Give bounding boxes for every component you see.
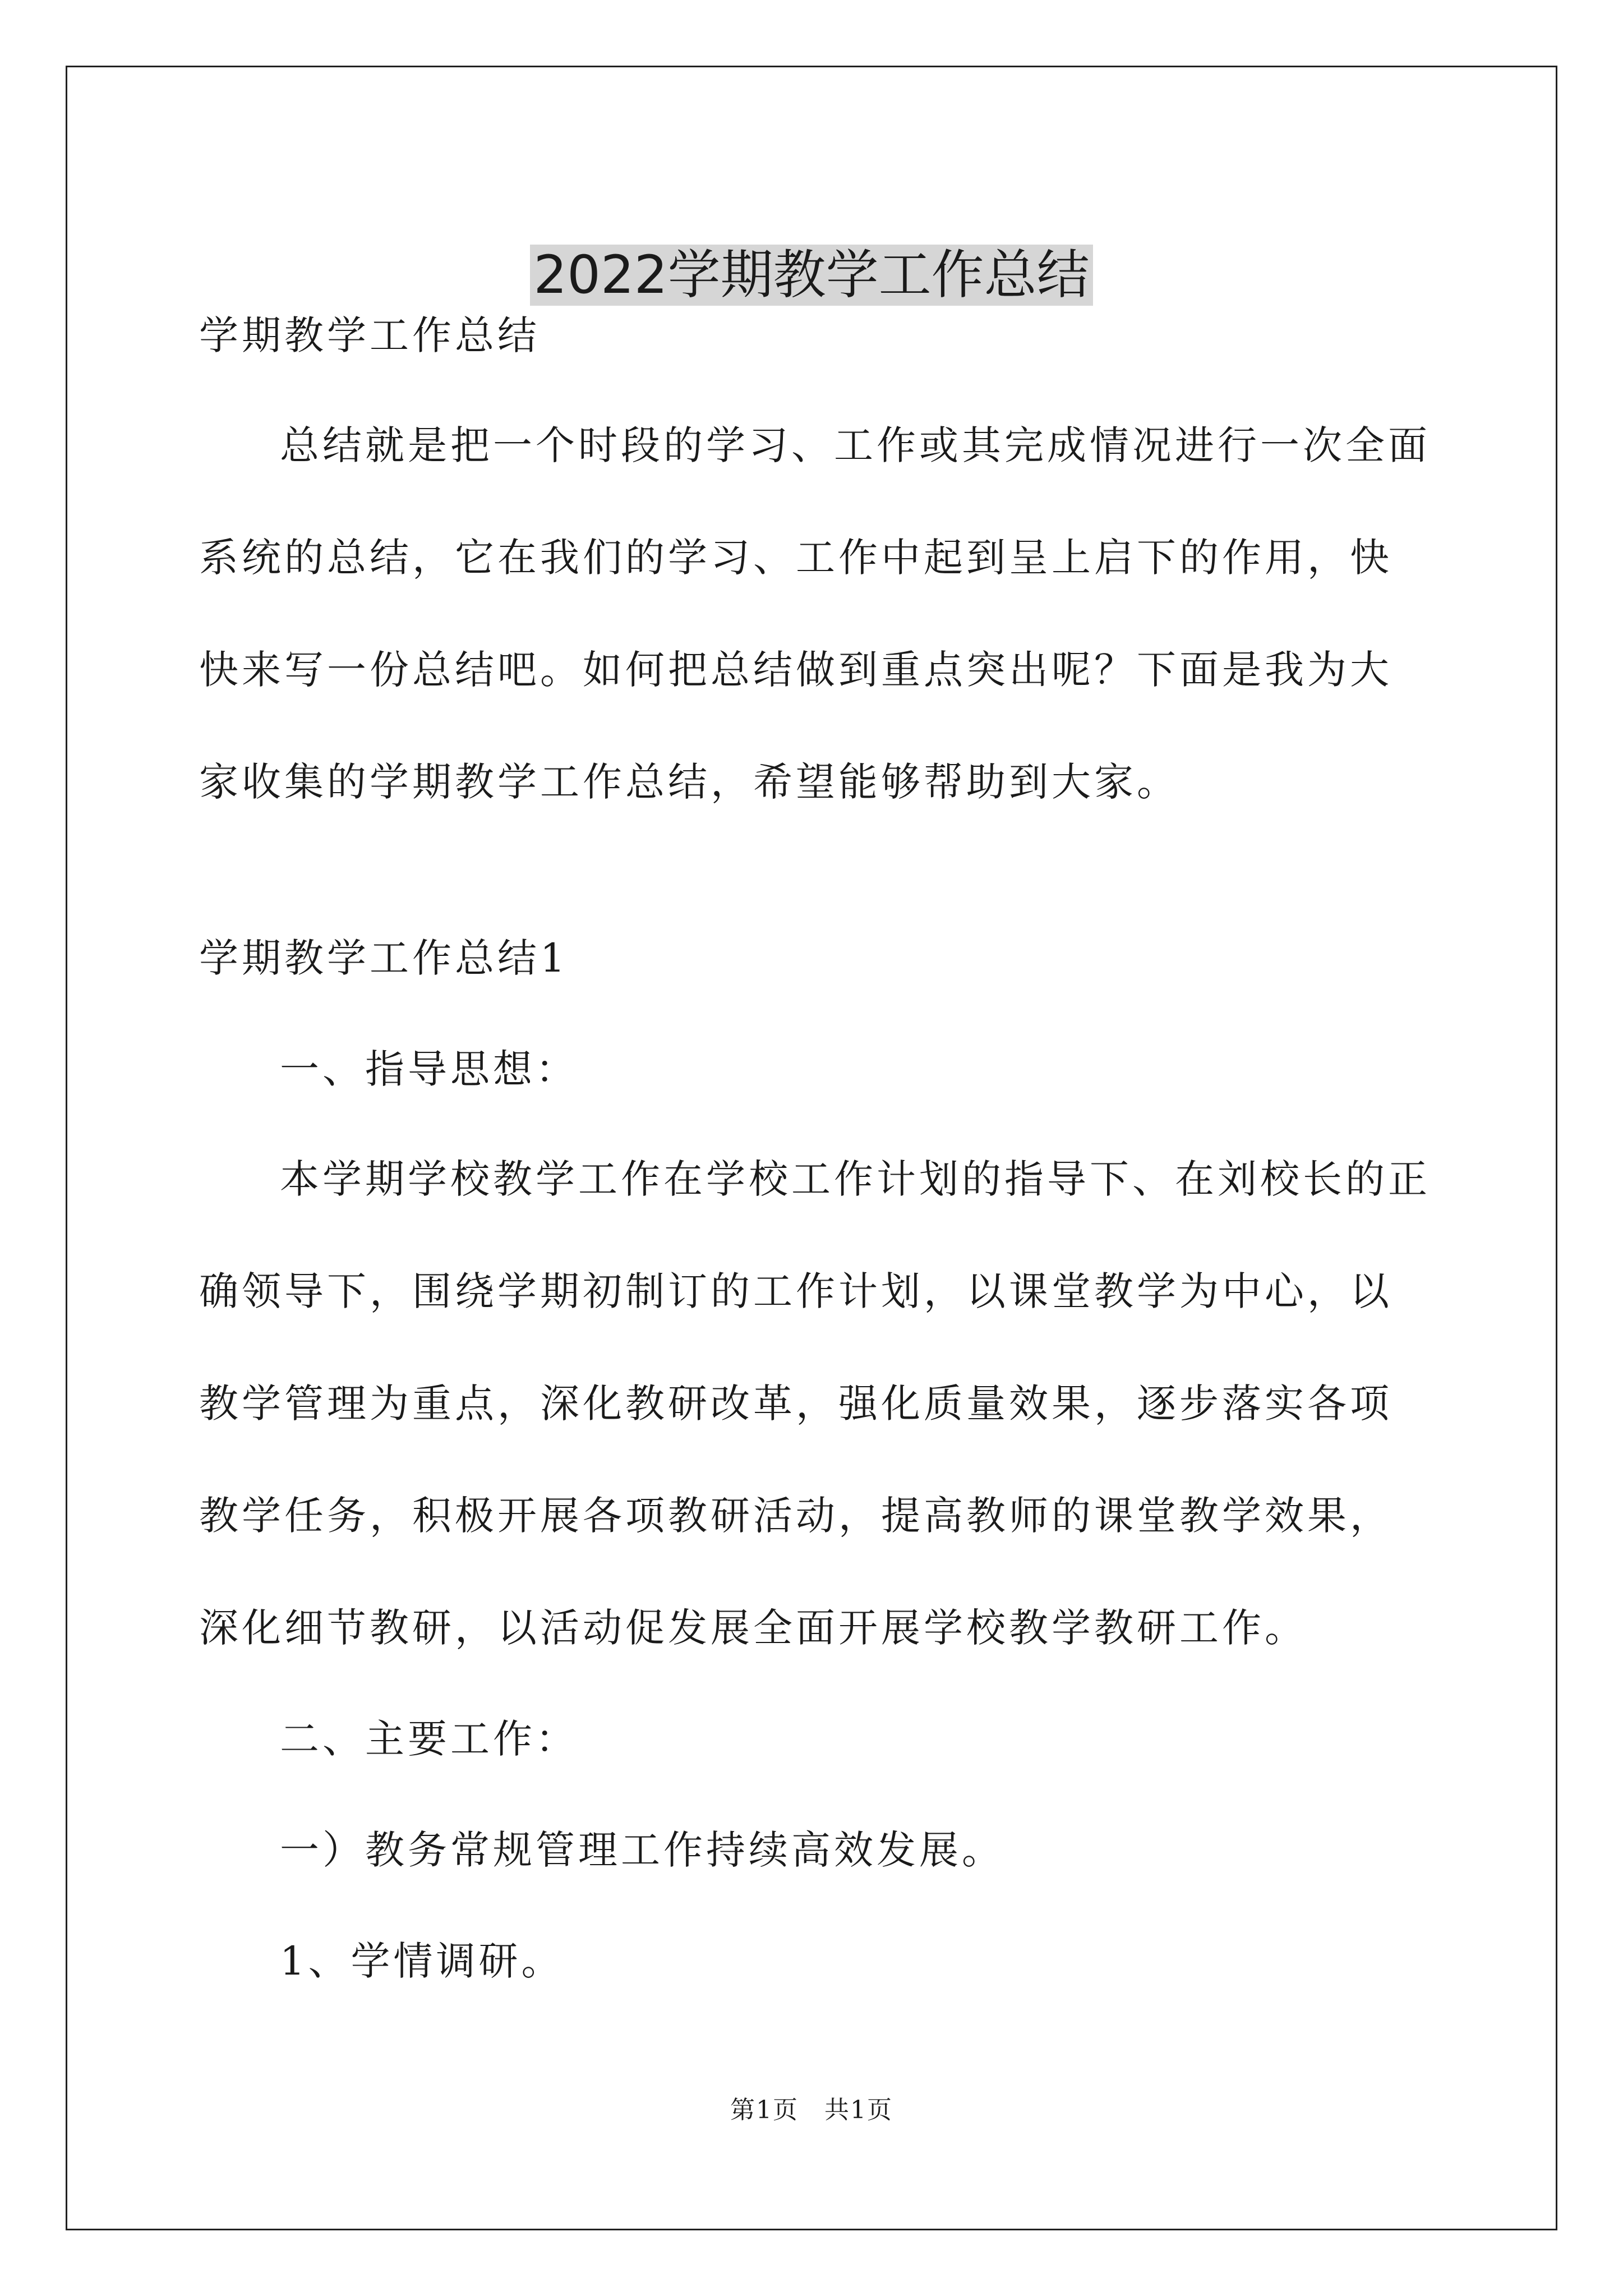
document-title <box>0 236 1623 315</box>
list-item-research: 1、学情调研。 <box>280 1938 564 1984</box>
section-heading: 学期教学工作总结 <box>199 312 540 358</box>
subheading-routine-management: 一）教务常规管理工作持续高效发展。 <box>280 1827 1004 1873</box>
subheading-main-work: 二、主要工作： <box>280 1716 578 1762</box>
section-heading-1: 学期教学工作总结1 <box>199 935 569 981</box>
intro-paragraph: 总结就是把一个时段的学习、工作或其完成情况进行一次全面系统的总结，它在我们的学习、工作中起到呈上启下的作用，快快来写一份总结吧。如何把总结做到重点突出呢？下面是我为大家收集的学期教学工作总结，希望能够帮助到大家。 <box>199 422 1431 805</box>
page-number: 第1页 共1页 <box>730 2096 893 2124</box>
title-highlight: 2022学期教学工作总结 <box>530 245 1092 306</box>
subheading-guiding-ideology: 一、指导思想： <box>280 1046 578 1092</box>
guiding-ideology-paragraph: 本学期学校教学工作在学校工作计划的指导下、在刘校长的正确领导下，围绕学期初制订的工作计划，以课堂教学为中心，以教学管理为重点，深化教研改革，强化质量效果，逐步落实各项教学任务，积极开展各项教研活动，提高教师的课堂教学效果，深化细节教研，以活动促发展全面开展学校教学教研工作。 <box>199 1156 1431 1651</box>
document-body <box>199 307 1433 2044</box>
